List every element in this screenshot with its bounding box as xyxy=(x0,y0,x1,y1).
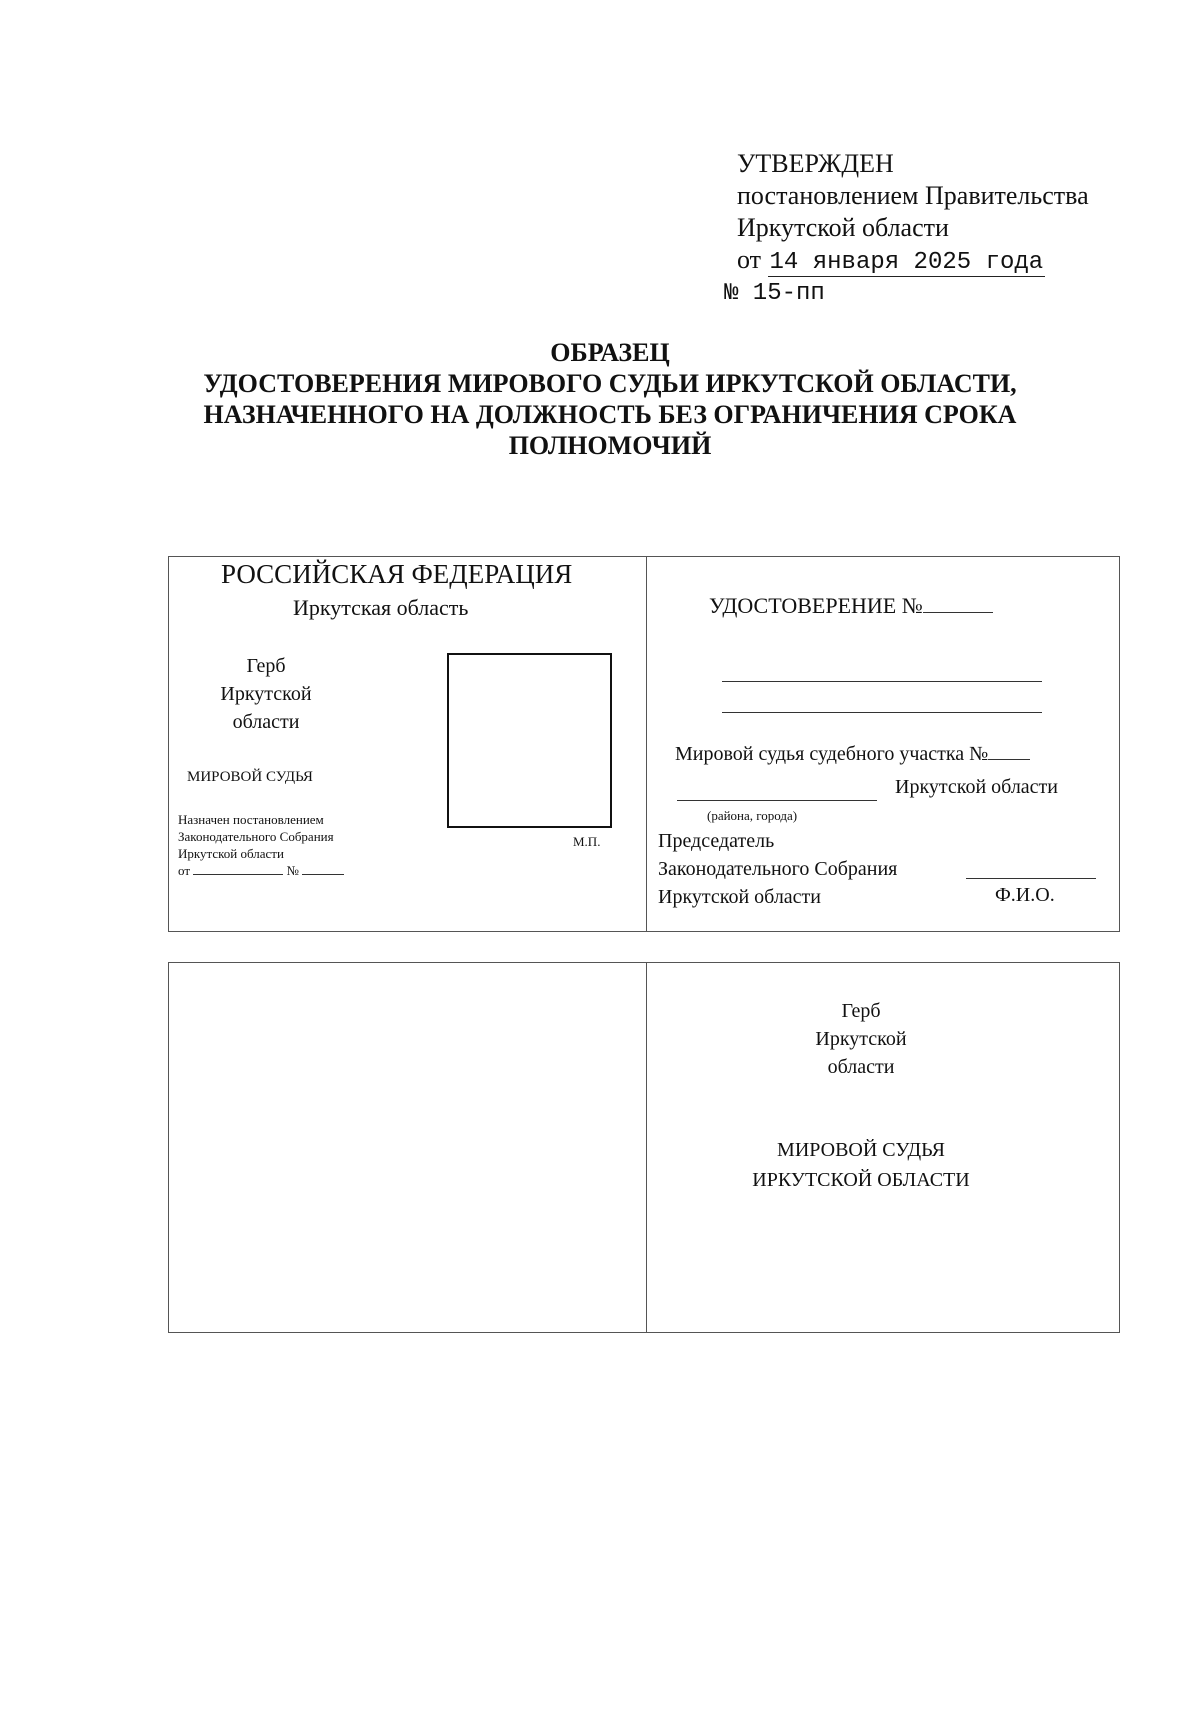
back-emblem-line-1: Герб xyxy=(841,1000,881,1022)
certificate-back xyxy=(168,962,1120,1333)
certificate-label: УДОСТОВЕРЕНИЕ № xyxy=(709,593,923,618)
back-title-line-2: ИРКУТСКОЙ ОБЛАСТИ xyxy=(752,1169,970,1191)
chair-line-2: Законодательного Собрания xyxy=(658,858,898,880)
emblem-placeholder xyxy=(206,652,326,736)
title-line-2: УДОСТОВЕРЕНИЯ МИРОВОГО СУДЬИ ИРКУТСКОЙ ОБЛАСТИ, xyxy=(203,369,1017,398)
appointment-line-2: Законодательного Собрания xyxy=(178,829,334,844)
back-title xyxy=(731,1135,991,1195)
certificate-number-label xyxy=(709,593,993,619)
position-label: МИРОВОЙ СУДЬЯ xyxy=(187,769,313,785)
approval-line-2: Иркутской области xyxy=(737,213,949,242)
name-line-2 xyxy=(722,712,1042,713)
approval-date-line xyxy=(737,244,1045,279)
approval-date-prefix: от xyxy=(737,245,762,274)
stamp-label: М.П. xyxy=(573,834,601,849)
name-line-1 xyxy=(722,681,1042,682)
judge-district-line xyxy=(675,743,1030,766)
appointment-line-1: Назначен постановлением xyxy=(178,812,324,827)
title-line-4: ПОЛНОМОЧИЙ xyxy=(508,431,712,460)
chair-block xyxy=(658,827,897,911)
chair-line-1: Председатель xyxy=(658,830,775,852)
region-label: Иркутская область xyxy=(293,595,469,620)
card-fold-line-back xyxy=(646,963,647,1332)
district-name-line xyxy=(677,800,877,801)
signature-label: Ф.И.О. xyxy=(995,884,1055,906)
approval-line-1: постановлением Правительства xyxy=(737,181,1089,210)
title-line-3: НАЗНАЧЕННОГО НА ДОЛЖНОСТЬ БЕЗ ОГРАНИЧЕНИЯ СРОКА xyxy=(203,400,1017,429)
chair-line-3: Иркутской области xyxy=(658,886,821,908)
emblem-line-3: области xyxy=(232,711,300,733)
approval-date: 14 января 2025 года xyxy=(769,249,1044,276)
approval-number: № 15-пп xyxy=(724,280,825,307)
document-title xyxy=(120,337,1100,461)
appointment-block xyxy=(178,811,344,879)
appointment-number-label: № xyxy=(286,863,299,878)
card-fold-line xyxy=(646,557,647,931)
signature-line xyxy=(966,878,1096,879)
appointment-date-row xyxy=(178,862,344,879)
back-emblem-placeholder xyxy=(786,997,936,1081)
district-hint: (района, города) xyxy=(707,808,798,823)
emblem-line-1: Герб xyxy=(246,655,286,677)
photo-frame xyxy=(447,653,612,828)
appointment-line-3: Иркутской области xyxy=(178,846,284,861)
appointment-from-label: от xyxy=(178,863,191,878)
judge-district-label: Мировой судья судебного участка № xyxy=(675,743,989,765)
emblem-line-2: Иркутской xyxy=(220,683,312,705)
title-line-1: ОБРАЗЕЦ xyxy=(550,338,670,367)
country-label: РОССИЙСКАЯ ФЕДЕРАЦИЯ xyxy=(221,559,573,589)
back-title-line-1: МИРОВОЙ СУДЬЯ xyxy=(777,1139,945,1161)
back-emblem-line-2: Иркутской xyxy=(815,1028,907,1050)
back-emblem-line-3: области xyxy=(827,1056,895,1078)
region-name-label: Иркутской области xyxy=(895,776,1058,798)
certificate-front xyxy=(168,556,1120,932)
approval-status: УТВЕРЖДЕН xyxy=(737,149,894,178)
